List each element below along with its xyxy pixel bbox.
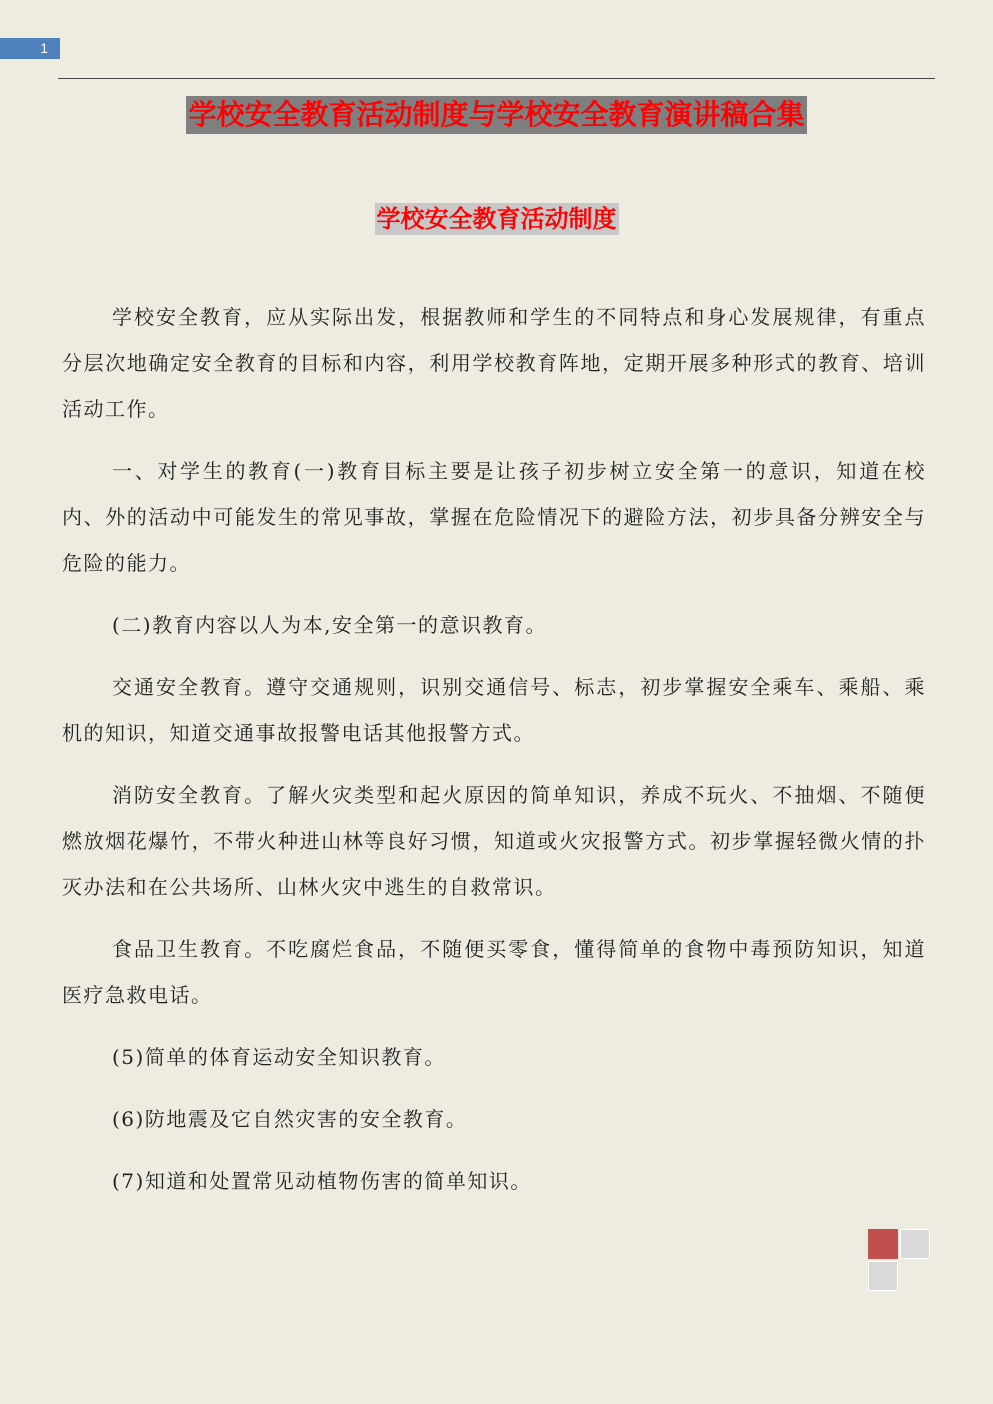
decoration-red-square: [868, 1229, 898, 1259]
decoration-gray-square: [868, 1261, 898, 1291]
paragraph-animal-plant: (7)知道和处置常见动植物伤害的简单知识。: [112, 1169, 532, 1193]
sub-title: 学校安全教育活动制度: [376, 204, 617, 233]
sub-title-container: [0, 203, 993, 235]
main-title-container: [0, 96, 993, 134]
paragraph-food-hygiene: 食品卫生教育。不吃腐烂食品，不随便买零食，懂得简单的食物中毒预防知识，知道医疗急救电话。: [62, 937, 926, 1007]
paragraph-student-education: 一、对学生的教育(一)教育目标主要是让孩子初步树立安全第一的意识，知道在校内、外的活动中可能发生的常见事故，掌握在危险情况下的避险方法，初步具备分辨安全与危险的能力。: [62, 459, 926, 575]
page-number-badge: 1: [0, 38, 60, 59]
paragraph-fire-safety: 消防安全教育。了解火灾类型和起火原因的简单知识，养成不玩火、不抽烟、不随便燃放烟花爆竹，不带火种进山林等良好习惯，知道或火灾报警方式。初步掌握轻微火情的扑灭办法和在公共场所、山林火灾中逃生的自救常识。: [62, 783, 926, 899]
paragraph-traffic-safety: 交通安全教育。遵守交通规则，识别交通信号、标志，初步掌握安全乘车、乘船、乘机的知识，知道交通事故报警电话其他报警方式。: [62, 675, 926, 745]
decoration-gray-square: [900, 1229, 930, 1259]
paragraph-education-content: (二)教育内容以人为本,安全第一的意识教育。: [112, 613, 547, 637]
header-divider: [58, 78, 935, 79]
paragraph-intro: 学校安全教育，应从实际出发，根据教师和学生的不同特点和身心发展规律，有重点分层次地确定安全教育的目标和内容，利用学校教育阵地，定期开展多种形式的教育、培训活动工作。: [62, 305, 926, 421]
paragraph-disaster-safety: (6)防地震及它自然灾害的安全教育。: [112, 1107, 468, 1131]
main-title: 学校安全教育活动制度与学校安全教育演讲稿合集: [186, 96, 806, 134]
document-body: [62, 294, 926, 1220]
paragraph-sports-safety: (5)简单的体育运动安全知识教育。: [112, 1045, 446, 1069]
